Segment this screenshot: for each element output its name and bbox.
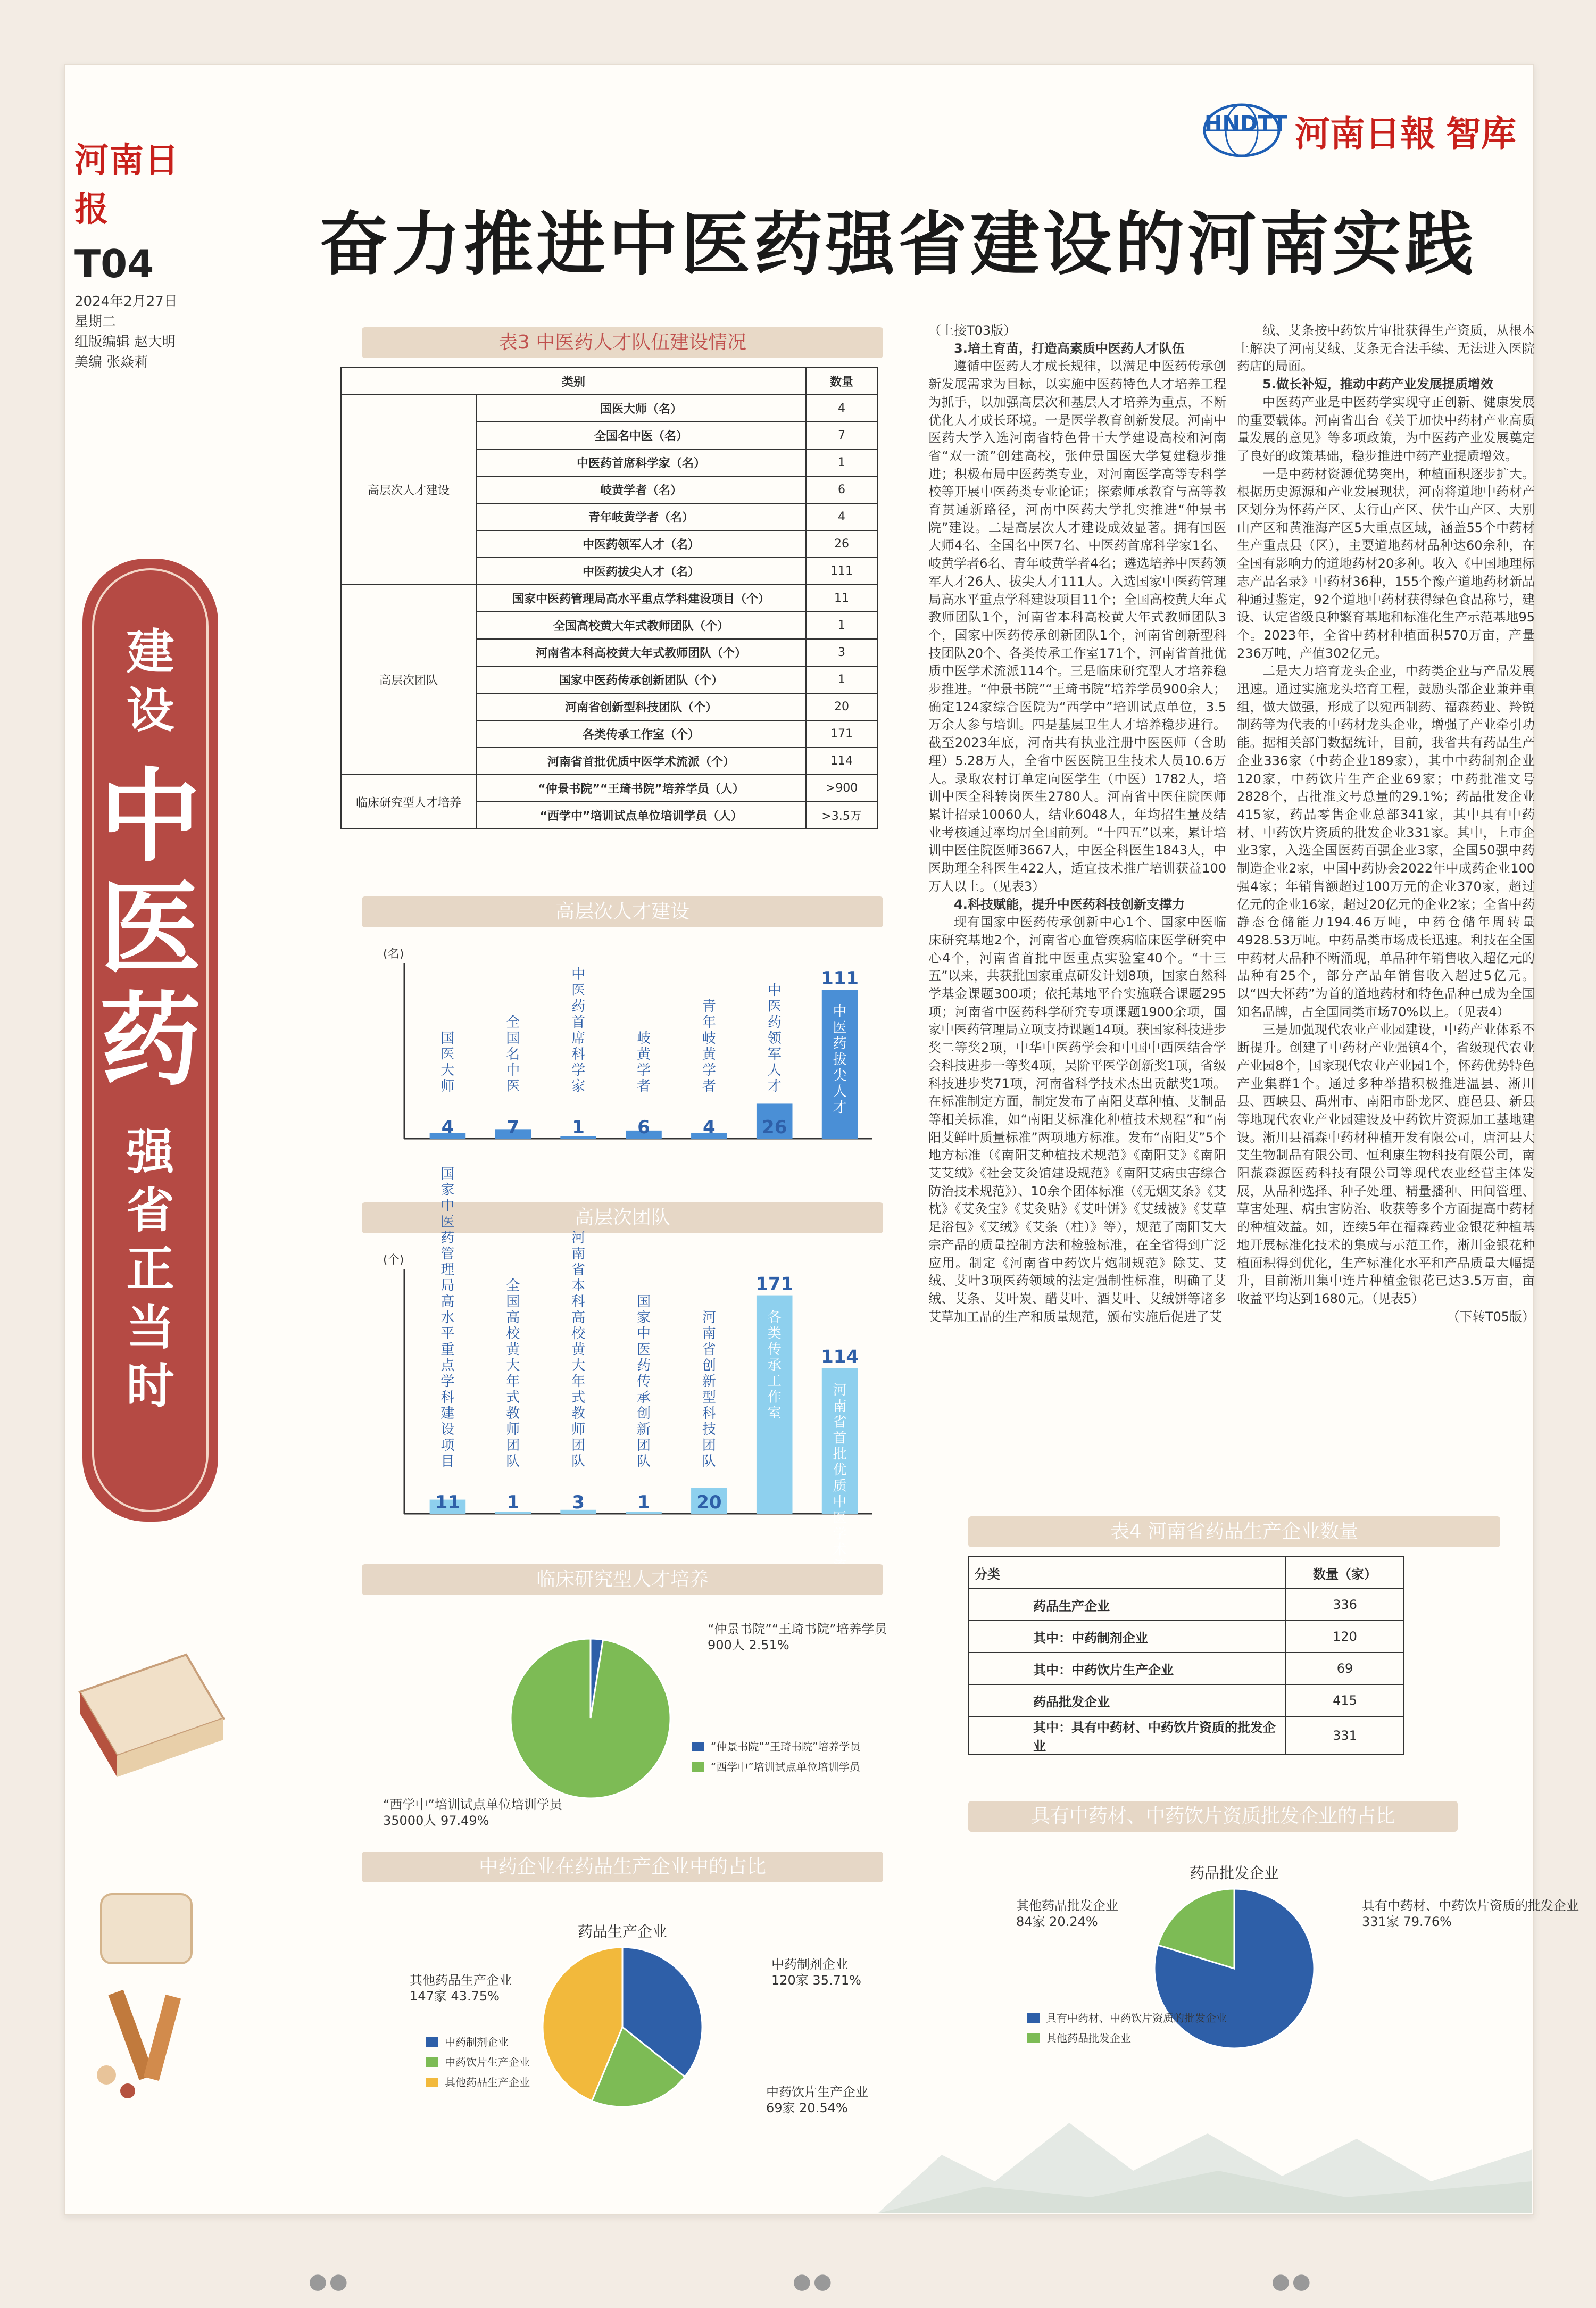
globe-icon — [1199, 101, 1287, 160]
legend-swatch — [1027, 2033, 1040, 2043]
bar-value-label: 3 — [572, 1492, 585, 1513]
bar-value-label: 1 — [637, 1492, 650, 1513]
bar-category-label: 中医药领军人才 — [767, 983, 782, 1094]
table4-value: 331 — [1286, 1716, 1404, 1755]
table3-item: 各类传承工作室（个） — [476, 720, 806, 748]
bar-category-label: 全国名中医 — [506, 1015, 520, 1094]
table3-item: 岐黄学者（名） — [476, 476, 806, 503]
bar-value-label: 1 — [506, 1492, 520, 1513]
table4-value: 120 — [1286, 1621, 1404, 1653]
bar-category-label: 中医药拔尖人才 — [833, 1004, 847, 1116]
bar-value-label: 1 — [572, 1117, 585, 1138]
table3-value: 26 — [806, 530, 877, 558]
bar-value-label: 171 — [755, 1273, 794, 1295]
think-tank-logo — [1199, 101, 1516, 160]
table4-value: 415 — [1286, 1684, 1404, 1716]
table3-value: 6 — [806, 476, 877, 503]
bar-value-label: 6 — [637, 1117, 650, 1138]
legend-label: 中药饮片生产企业 — [445, 2056, 530, 2069]
chart3-title-bar — [362, 1564, 883, 1595]
table3-group-name: 高层次团队 — [341, 585, 476, 775]
chart2-title: 高层次团队 — [574, 1207, 670, 1228]
bar-value-label: 4 — [703, 1117, 716, 1138]
article-paragraph: 中医药产业是中医药学实现守正创新、健康发展的重要载体。河南省出台《关于加快中药材产业高质量发展的意见》等多项政策，为中医药产业发展奠定了良好的政策基础，稳步推进中药产业提质增效。 — [1237, 394, 1535, 463]
table3-item: 全国名中医（名） — [476, 422, 806, 449]
decorative-book-icon — [69, 1644, 229, 1804]
table4-row — [969, 1589, 1404, 1621]
issue-weekday: 星期二 — [74, 314, 117, 330]
pie-slice-label: “仲景书院”“王琦书院”培养学员 — [708, 1622, 887, 1637]
bar-category-label: 河南省本科高校黄大年式教师团队 — [571, 1230, 586, 1470]
article-paragraph: 现有国家中医药传承创新中心1个、国家中医临床研究基地2个，河南省心血管疾病临床医学研究中心4个，河南省首批中医重点实验室40个。“十三五”以来，共获批国家重点研发计划8项，国家自然科学基金课题300项；依托基地平台实施联合课题295项；河南省中医药科学研究专项课题1900余项，国家中医药管理局立项支持课题14项。获国家科技进步奖二等奖2项，中华中医药学会和中国中西医结合学会科技进步一等奖4项，吴阶平医学创新奖1项，省级科技进步奖71项，河南省科学技术杰出贡献奖1项。在标准制定方面，制定发布了南阳艾草种植、艾制品等相关标准，如“南阳艾标准化种植技术规程”和“南阳艾鲜叶质量标准”两项地方标准。发布“南阳艾”5个地方标准（《南阳艾种植技术规范》《南阳艾》《南阳艾艾绒》《社会艾灸馆建设规范》《南阳艾病虫害综合防治技术规范》）、10余个团体标准（《无烟艾条》《艾枕》《艾灸宝》《艾灸贴》《艾叶饼》《艾绒被》《艾草足浴包》《艾绒》《艾条（柱）》等），规范了南阳艾大宗产品的质量控制方法和检验标准，在全省得到广泛应用。制定《河南省中药饮片炮制规范》除艾、艾绒、艾叶3项医药领域的法定强制性标准，明确了艾绒、艾条、艾叶炭、醋艾叶、酒艾叶、艾绒饼等诸多艾草加工品的生产和质量规范，颁布实施后促进了艾 — [928, 915, 1226, 1324]
chart1-title-bar — [362, 896, 883, 927]
table4-row — [969, 1716, 1404, 1755]
bar-value-label: 4 — [441, 1117, 454, 1138]
legend-label: 中药制剂企业 — [445, 2036, 509, 2048]
article-paragraph: 3.培土育苗，打造高素质中医药人才队伍 — [954, 341, 1185, 356]
pie-slice-label: 中药饮片生产企业 — [766, 2085, 868, 2099]
table3-item: 国医大师（名） — [476, 395, 806, 422]
bar-category-label: 国家中医药传承创新团队 — [636, 1294, 651, 1470]
banner-text-bottom: 强 省 正 当 时 — [126, 1124, 174, 1414]
table3-row — [341, 395, 877, 422]
bar-category-label: 河南省创新型科技团队 — [702, 1310, 716, 1470]
legend-swatch — [1027, 2013, 1040, 2023]
table3-value: 11 — [806, 585, 877, 612]
legend-swatch — [692, 1762, 704, 1772]
bar-category-label: 国医大师 — [440, 1031, 455, 1094]
table3-value: 1 — [806, 612, 877, 639]
pie-slice-value: 35000人 97.49% — [383, 1813, 489, 1828]
banner-text-middle: 中 医 药 — [99, 757, 201, 1099]
table3-item: 中医药领军人才（名） — [476, 530, 806, 558]
table4-item: 药品批发企业 — [969, 1684, 1286, 1716]
pie-slice-label: “西学中”培训试点单位培训学员 — [383, 1797, 562, 1812]
pie-slice-value: 69家 20.54% — [766, 2101, 848, 2115]
bar-category-label: 国家中医药管理局高水平重点学科建设项目 — [440, 1166, 455, 1470]
bar-category-label: 全国高校黄大年式教师团队 — [506, 1278, 520, 1470]
bar-value-label: 111 — [821, 968, 859, 990]
table3-item: 全国高校黄大年式教师团队（个） — [476, 612, 806, 639]
legend-label: 其他药品批发企业 — [1046, 2032, 1131, 2045]
table3-value: 171 — [806, 720, 877, 748]
bar-category-label: 各类传承工作室 — [767, 1309, 782, 1422]
article-paragraph: 遵循中医药人才成长规律，以满足中医药传承创新发展需求为目标，以实施中医药特色人才培养工程为抓手，以加强高层次和基层人才培养为重点，不断优化人才成长环境。一是医学教育创新发展。河南中医药大学入选河南省特色骨干大学建设高校和河南省“双一流”创建高校，张仲景国医大学复建稳步推进；积极布局中医药类专业，对河南医学高等专科学校等开展中医药类专业论证；探索师承教育与高等教育贯通新路径，河南中医药大学扎实推进“仲景书院”建设。二是高层次人才建设成效显著。拥有国医大师4名、全国名中医7名、中医药首席科学家1名、岐黄学者6名、青年岐黄学者4名；遴选培养中医药领军人才26人、拔尖人才111人。入选国家中医药管理局高水平重点学科建设项目11个；全国高校黄大年式教师团队1个，河南省本科高校黄大年式教师团队3个，国家中医药传承创新团队1个，河南省创新型科技团队20个、各类传承工作室171个，河南省首批优质中医学术流派114个。三是临床研究型人才培养稳步推进。“仲景书院”“王琦书院”培养学员900余人；确定124家综合医院为“西学中”培训试点单位，3.5万余人参与培训。四是基层卫生人才培养稳步进行。截至2023年底，河南共有执业注册中医医师（含助理）5.28万人，全省中医医院卫生技术人员10.6万人。录取农村订单定向医学生（中医）1782人，培训中医全科转岗医生2780人。河南省中医住院医师累计招录10060人，结业6048人，年均招生量及结业考核通过率均居全国前列。“十四五”以来，累计培训中医住院医师3667人，中医全科医生1843人，中医助理全科医生422人，适宜技术推广培训获益100万人以上。（见表3） — [928, 359, 1226, 894]
table4-header-count: 数量（家） — [1286, 1557, 1404, 1589]
y-axis-unit: (名) — [383, 948, 404, 961]
chart5-pie-chart — [968, 1846, 1579, 2070]
table4-row — [969, 1653, 1404, 1684]
table3-group-name: 临床研究型人才培养 — [341, 775, 476, 829]
pie-slice — [511, 1639, 670, 1798]
table4-title: 表4 河南省药品生产企业数量 — [1110, 1521, 1359, 1542]
chart5-title: 具有中药材、中药饮片资质批发企业的占比 — [1030, 1805, 1395, 1827]
article-paragraph: 二是大力培育龙头企业，中药类企业与产品发展迅速。通过实施龙头培育工程，鼓励头部企业兼并重组，做大做强，形成了以宛西制药、福森药业、羚锐制药等为代表的中药材龙头企业，增强了产业牵引功能。据相关部门数据统计，目前，我省共有药品生产企业336家（中药企业189家），其中中药制剂企业120家，中药饮片生产企业69家；中药批准文号2828个，占批准文号总量的29.1%；药品批发企业415家，药品零售企业总部341家，其中具有中药材、中药饮片资质的批发企业331家。其中，上市企业3家，入选全国医药百强企业3家，全国50强中药制造企业2家，中国中药协会2022年中成药企业100强4家；年销售额超过100万元的企业370家，超过亿元的企业16家，超过20亿元的企业2家；全省中药静态仓储能力194.46万吨，中药仓储年周转量4928.53万吨。中药品类市场成长迅速。利技在全国中药材大品种不断涌现，单品种年销售收入超亿元的品种有25个，部分产品年销售收入超过5亿元。以“四大怀药”为首的道地药材和特色品种已成为全国知名品牌，占全国同类市场70%以上。（见表4） — [1237, 663, 1535, 1019]
table3-header-category: 类别 — [341, 368, 806, 395]
table3-item: “西学中”培训试点单位培训学员（人） — [476, 802, 806, 829]
table3-item: 国家中医药传承创新团队（个） — [476, 666, 806, 693]
table3-value: 20 — [806, 693, 877, 720]
page-headline: 奋力推进中医药强省建设的河南实践 — [319, 203, 1477, 285]
table3-value: 3 — [806, 639, 877, 666]
pie-slice-value: 84家 20.24% — [1016, 1914, 1098, 1929]
pie-slice-label: 其他药品批发企业 — [1016, 1898, 1118, 1913]
table3-row — [341, 775, 877, 802]
bar-value-label: 7 — [506, 1117, 520, 1138]
legend-label: “仲景书院”“王琦书院”培养学员 — [711, 1740, 861, 1753]
table3-value: 1 — [806, 666, 877, 693]
vertical-banner — [82, 559, 218, 1522]
table3-item: 中医药拔尖人才（名） — [476, 558, 806, 585]
page-code: T04 — [74, 242, 154, 286]
table4-value: 336 — [1286, 1589, 1404, 1621]
hndtt-text: HNDTT — [1204, 112, 1287, 136]
table3-value: 4 — [806, 395, 877, 422]
pie-subtitle: 药品生产企业 — [577, 1923, 668, 1940]
paper-name: 河南日報 — [1295, 112, 1435, 154]
chart3-pie-chart — [362, 1607, 887, 1841]
legend-swatch — [426, 2057, 438, 2067]
table3-value: 114 — [806, 748, 877, 775]
table3-value: >3.5万 — [806, 802, 877, 829]
table3-value: 7 — [806, 422, 877, 449]
layout-editor: 组版编辑 赵大明 — [74, 334, 176, 350]
pie-slice-value: 147家 43.75% — [410, 1989, 500, 2004]
table3-group-name: 高层次人才建设 — [341, 395, 476, 585]
table3-item: 青年岐黄学者（名） — [476, 503, 806, 530]
issue-date: 2024年2月27日 — [74, 294, 178, 310]
banner-text-top: 建 设 — [126, 624, 174, 738]
article-paragraph: 5.做长补短，推动中药产业发展提质增效 — [1262, 377, 1493, 392]
legend-swatch — [692, 1742, 704, 1751]
table4-title-bar — [968, 1516, 1500, 1547]
legend-swatch — [426, 2037, 438, 2047]
table3-item: 国家中医药管理局高水平重点学科建设项目（个） — [476, 585, 806, 612]
pie-slice-label: 中药制剂企业 — [771, 1957, 848, 1972]
legend-swatch — [426, 2078, 438, 2087]
chart3-title: 临床研究型人才培养 — [536, 1568, 709, 1590]
table3-value: >900 — [806, 775, 877, 802]
article-column-1 — [928, 322, 1226, 1326]
article-paragraph: 一是中药材资源优势突出，种植面积逐步扩大。根据历史源源和产业发展现状，河南将道地中药材产区划分为怀药产区、太行山产区、伏牛山产区、大别山产区和黄淮海产区5大重点区域，涵盖55个中药材生产重点县（区），主要道地药材品种达60余种，在全国有影响力的道地药材20多种。收入《中国地理标志产品名录》中药材36种，155个豫产道地药材新品种通过鉴定，92个道地中药材获得绿色食品称号，建设、认定省级良种繁育基地和标准化生产示范基地95个。2023年，全省中药材种植面积570万亩，产量236万吨，产值302亿元。 — [1237, 466, 1535, 661]
article-paragraph: 绒、艾条按中药饮片审批获得生产资质，从根本上解决了河南艾绒、艾条无合法手续、无法进入医院药店的局面。 — [1237, 323, 1535, 374]
table3-header-count: 数量 — [806, 368, 877, 395]
bar-category-label: 岐黄学者 — [636, 1031, 651, 1094]
table3 — [340, 367, 878, 829]
newspaper-logo: 河南日报 — [74, 140, 180, 229]
article-paragraph: 三是加强现代农业产业园建设，中药产业体系不断提升。创建了中药材产业强镇4个，省级现代农业产业园8个，国家现代农业产业园1个，怀药优势特色产业集群1个。通过多种举措积极推进温县、淅川县、西峡县、禹州市、南阳市卧龙区、鹿邑县、新县等地现代农业产业园建设及中药饮片资源加工基地建设。淅川县福森中药材种植开发有限公司，唐河县大艾生物制品有限公司、恒利康生物科技有限公司，南阳蒎森源医药科技有限公司等现代农业经营主体发展，从品种选择、种子处理、精量播种、田间管理、草害处理、病虫害防治、收获等多个方面提高中药材的种植效益。如，连续5年在福森药业金银花种植基地开展标准化技术的集成与示范工作，淅川金银花种植面积得到优化，生产标准化水平和产品质量大幅提升，目前淅川集中连片种植金银花已达3.5万亩，亩收益平均达到1680元。（见表5） — [1237, 1022, 1535, 1306]
think-tank-label: 智库 — [1446, 113, 1516, 154]
table4-row — [969, 1684, 1404, 1716]
table4-item: 其中：具有中药材、中药饮片资质的批发企业 — [969, 1716, 1286, 1755]
table3-title-bar — [362, 327, 883, 358]
pie-slice-label: 具有中药材、中药饮片资质的批发企业 — [1362, 1898, 1579, 1913]
bar-value-label: 11 — [435, 1492, 461, 1513]
bar-category-label: 河南省首批优质中医学术 — [833, 1382, 847, 1558]
table3-value: 1 — [806, 449, 877, 476]
pie-slice-value: 900人 2.51% — [708, 1638, 789, 1653]
table3-item: 中医药首席科学家（名） — [476, 449, 806, 476]
chart2-title-bar — [362, 1202, 883, 1233]
bar-value-label: 20 — [696, 1492, 722, 1513]
brand-column — [74, 133, 181, 372]
art-editor: 美编 张焱莉 — [74, 354, 148, 370]
table4-item: 其中：中药饮片生产企业 — [969, 1653, 1286, 1684]
bar-category-label: 中医药首席科学家 — [571, 967, 586, 1094]
chart1-title: 高层次人才建设 — [555, 901, 689, 923]
table3-value: 4 — [806, 503, 877, 530]
table3-item: 河南省创新型科技团队（个） — [476, 693, 806, 720]
pie-subtitle: 药品批发企业 — [1189, 1864, 1279, 1882]
y-axis-unit: (个) — [383, 1253, 404, 1267]
table3-item: 河南省首批优质中医学术流派（个） — [476, 748, 806, 775]
chart4-title-bar — [362, 1852, 883, 1882]
bar-value-label: 114 — [821, 1346, 859, 1368]
article-column-2 — [1237, 322, 1535, 1326]
page-meta — [74, 292, 181, 372]
legend-label: 具有中药材、中药饮片资质的批发企业 — [1046, 2012, 1227, 2024]
legend-label: 其他药品生产企业 — [445, 2076, 530, 2089]
table3-value: 111 — [806, 558, 877, 585]
article-paragraph: （下转T05版） — [1447, 1309, 1535, 1324]
chart1-bar-chart — [372, 942, 883, 1165]
pie-slice-value: 331家 79.76% — [1362, 1914, 1452, 1929]
decorative-mountains — [878, 2075, 1532, 2213]
chart5-title-bar — [968, 1801, 1458, 1832]
article-paragraph: 4.科技赋能，提升中医药科技创新支撑力 — [954, 896, 1185, 912]
table3-item: 河南省本科高校黄大年式教师团队（个） — [476, 639, 806, 666]
table3-row — [341, 585, 877, 612]
table4-row — [969, 1621, 1404, 1653]
table4-item: 其中：中药制剂企业 — [969, 1621, 1286, 1653]
table4-value: 69 — [1286, 1653, 1404, 1684]
chart4-title: 中药企业在药品生产企业中的占比 — [478, 1856, 766, 1878]
page-indicator-dots: ●● — [309, 2269, 350, 2294]
chart4-pie-chart — [362, 1894, 883, 2139]
pie-slice-label: 其他药品生产企业 — [410, 1973, 512, 1988]
page-indicator-dots: ●● — [1271, 2269, 1313, 2294]
decorative-herbs-icon — [69, 1873, 229, 2112]
table4 — [968, 1556, 1404, 1755]
bar-category-label: 青年岐黄学者 — [702, 999, 716, 1094]
table3-item: “仲景书院”“王琦书院”培养学员（人） — [476, 775, 806, 802]
article-paragraph: （上接T03版） — [928, 323, 1017, 338]
table3-title: 表3 中医药人才队伍建设情况 — [498, 331, 747, 353]
table4-header-category: 分类 — [969, 1557, 1286, 1589]
legend-label: “西学中”培训试点单位培训学员 — [711, 1761, 860, 1773]
page-indicator-dots: ●● — [793, 2269, 834, 2294]
bar-value-label: 26 — [762, 1117, 787, 1138]
pie-slice-value: 120家 35.71% — [771, 1973, 861, 1988]
table4-item: 药品生产企业 — [969, 1589, 1286, 1621]
